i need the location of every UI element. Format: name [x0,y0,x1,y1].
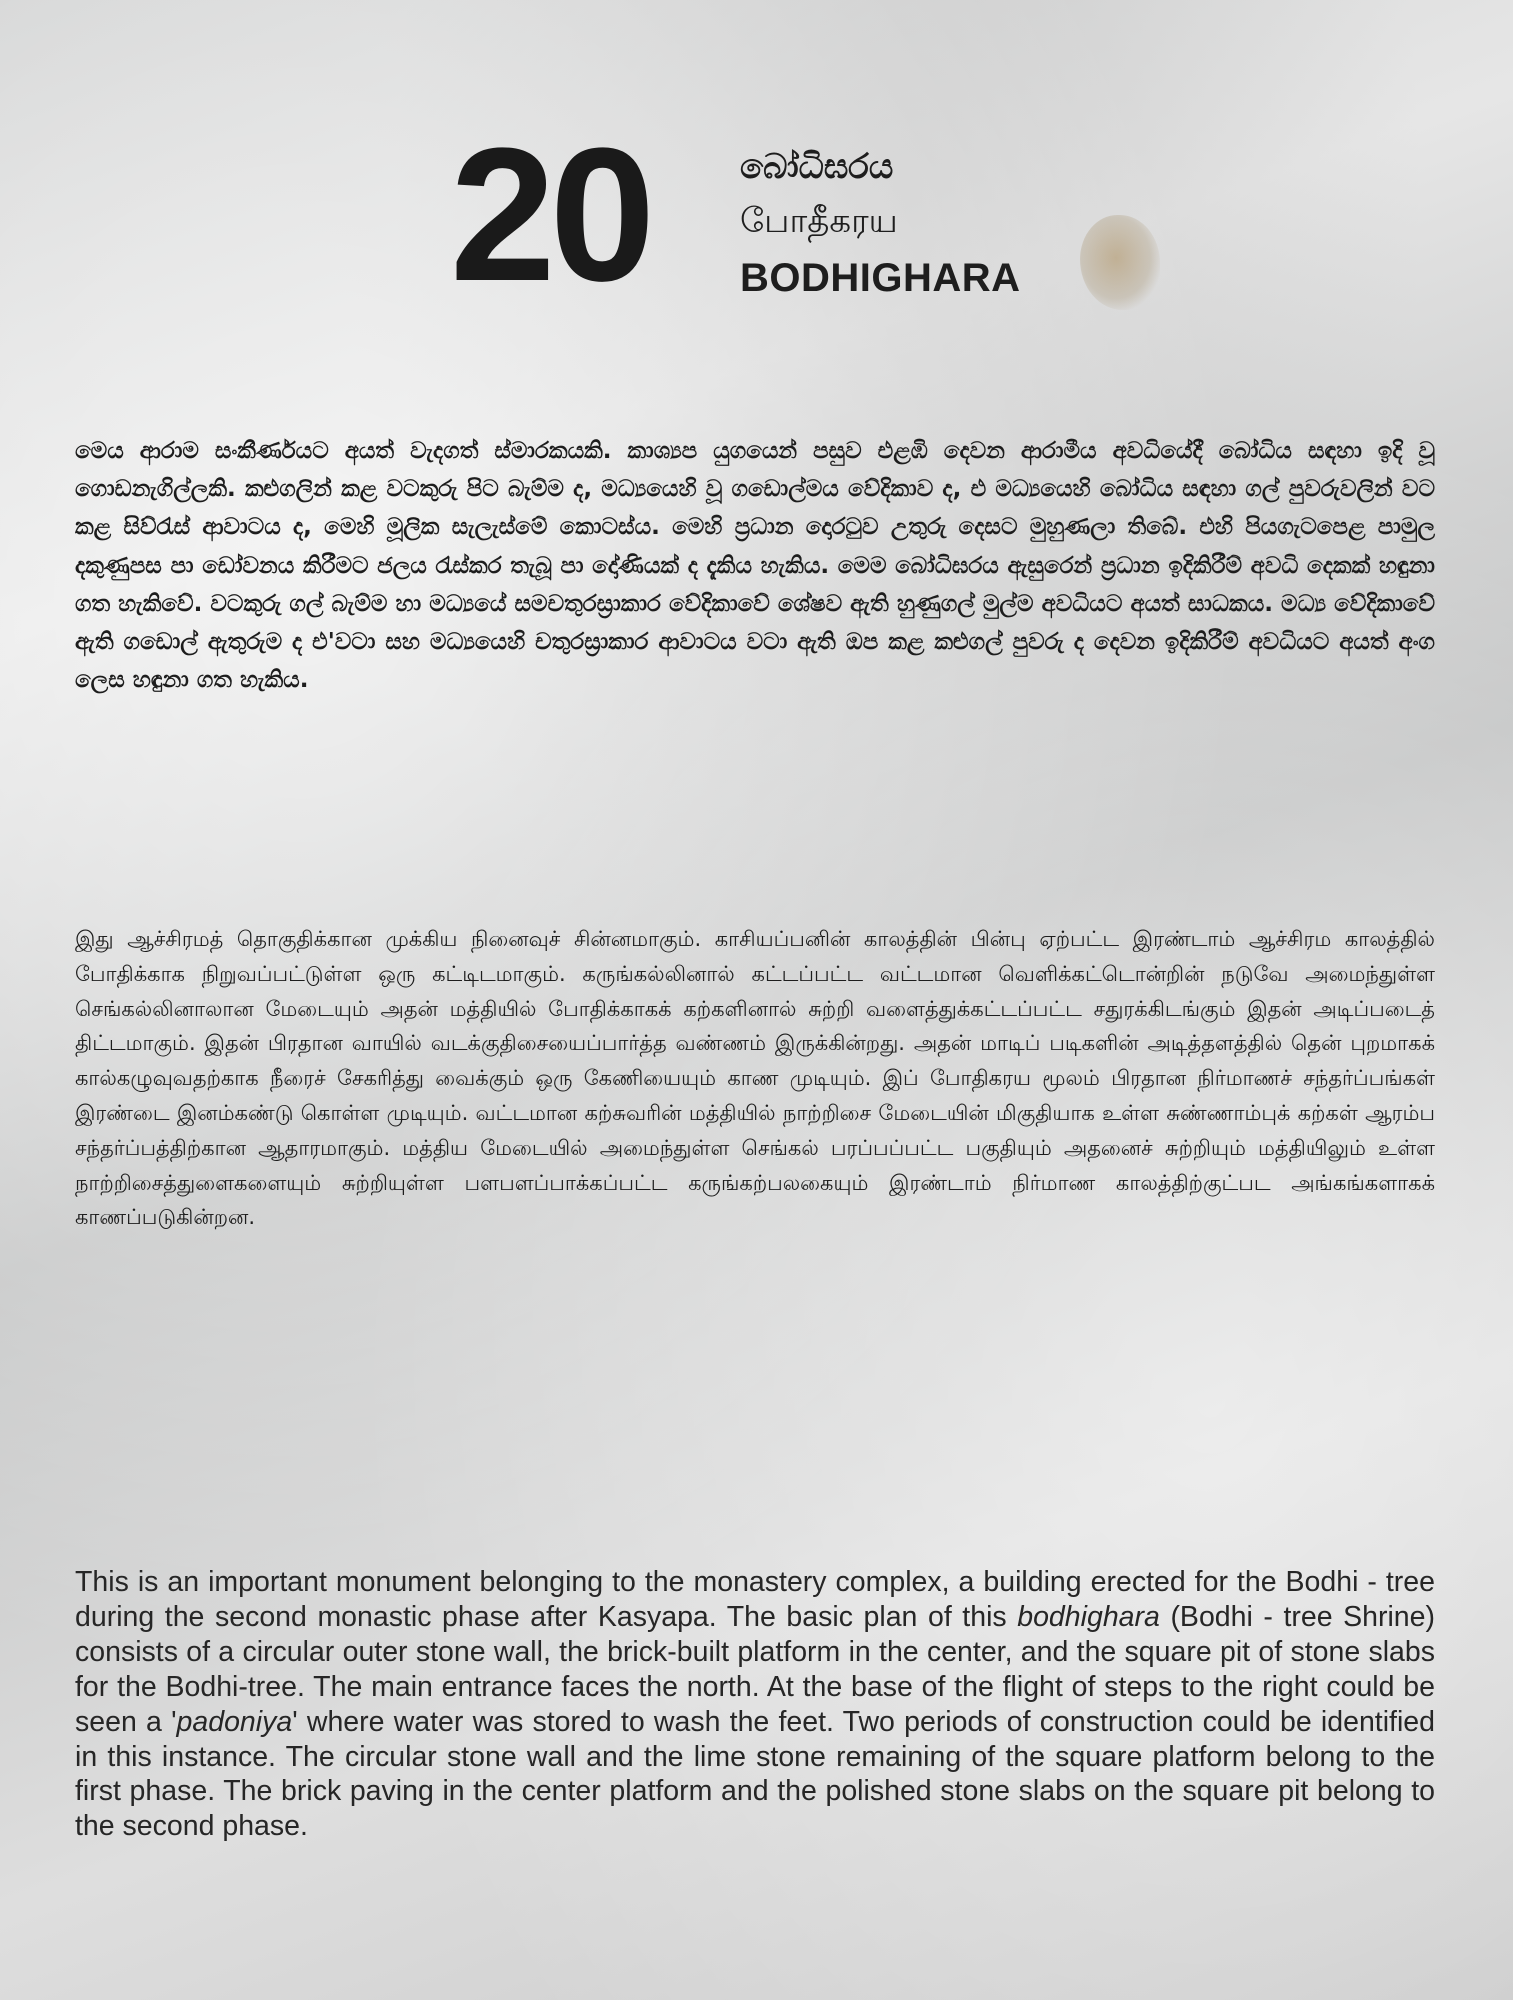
tamil-paragraph: இது ஆச்சிரமத் தொகுதிக்கான முக்கிய நினைவுச் சின்னமாகும். காசியப்பனின் காலத்தின் பின்பு ஏற்பட்ட இரண்டாம் ஆச்சிரம காலத்தில் போதிக்காக நிறுவப்பட்டுள்ள ஒரு கட்டிடமாகும். கருங்கல்லினால் கட்டப்பட்ட வட்டமான வெளிக்கட்டொன்றின் நடுவே அமைந்துள்ள செங்கல்லினாலான மேடையும் அதன் மத்தியில் போதிக்காகக் கற்களினால் சுற்றி வளைத்துக்கட்டப்பட்ட சதுரக்கிடங்கும் இதன் அடிப்படைத் திட்டமாகும். இதன் பிரதான வாயில் வடக்குதிசையைப்பார்த்த வண்ணம் இருக்கின்றது. அதன் மாடிப் படிகளின் அடித்தளத்தில் தென் புறமாகக் கால்கழுவுவதற்காக நீரைச் சேகரித்து வைக்கும் ஒரு கேணியையும் காண முடியும். இப் போதிகரய மூலம் பிரதான நிர்மாணச் சந்தர்ப்பங்கள் இரண்டை இனம்கண்டு கொள்ள முடியும். வட்டமான கற்சுவரின் மத்தியில் நாற்றிசை மேடையின் மிகுதியாக உள்ள சுண்ணாம்புக் கற்கள் ஆரம்ப சந்தர்ப்பத்திற்கான ஆதாரமாகும். மத்திய மேடையில் அமைந்துள்ள செங்கல் பரப்பப்பட்ட பகுதியும் அதனைச் சுற்றியும் மத்தியிலும் உள்ள நாற்றிசைத்துளைகளையும் சுற்றியுள்ள பளபளப்பாக்கப்பட்ட கருங்கற்பலகையும் இரண்டாம் நிர்மாண காலத்திற்குட்பட அங்கங்களாகக் காணப்படுகின்றன. [75,927,1435,1230]
english-text-part1: This is an important monument belonging to the monastery complex, a building erected for the Bodhi - tree during the second monastic phase after Kasyapa. The basic plan of this [75,1566,1435,1633]
title-tamil: போதீகரய [740,201,898,241]
plaque-header [450,109,1150,321]
title-sinhala: බෝධිඝරය [740,147,894,187]
plaque-titles [740,140,1021,308]
sinhala-paragraph: මෙය ආරාම සංකීර්ණයට අයත් වැදගත් ස්මාරකයකි. කාශ්‍යප යුගයෙන් පසුව එළඹි දෙවන ආරාමීය අවධියේදී බෝධිය සඳහා ඉදි වූ ගොඩනැගිල්ලකි. කළුගලින් කළ වටකුරු පිට බැම්ම ද, මධ්‍යයෙහි වූ ගඩොල්මය වේදිකාව ද, එ මධ්‍යයෙහි බෝධිය සඳහා ගල් පුවරුවලින් වට කළ සිව්රැස් ආවාටය ද, මෙහි මූලික සැලැස්මේ කොටස්ය. මෙහි ප්‍රධාන දොරටුව උතුරු දෙසට මුහුණලා තිබේ. එහි පියගැටපෙළ පාමුල දකුණුපස පා ඩෝවනය කිරීමට ජලය රැස්කර තැබූ පා දෝණියක් ද දැකිය හැකිය. මෙම බෝධිඝරය ඇසුරෙන් ප්‍රධාන ඉදිකිරීම් අවධි දෙකක් හඳුනා ගත හැකිවේ. වටකුරු ගල් බැම්ම හා මධ්‍යයේ සමචතුරස්‍රාකාර වේදිකාවේ ශේෂව ඇති හුණුගල් මුල්ම අවධියට අයත් සාධකය. මධ්‍ය වේදිකාවේ ඇති ගඩොල් ඇතුරුම ද එ'වටා සහ මධ්‍යයෙහි චතුරස්‍රාකාර ආවාටය වටා ඇති ඔප කළ කළුගල් පුවරු ද දෙවන ඉදිකිරීම් අවධියට අයත් අංග ලෙස හඳුනා ගත හැකිය. [75,438,1435,694]
title-english: BODHIGHARA [740,256,1021,300]
english-text-part2: (Bodhi - tree Shrine) consists of a circular outer stone wall, the brick-built platform in the center, and the square pit of stone slabs for the Bodhi-tree. The main entrance faces the north. At the base of the flight of steps to the right could be seen a ' [75,1600,1435,1738]
english-paragraph [75,1565,1435,1844]
plaque-number: 20 [450,109,650,321]
english-text-part3: ' where water was stored to wash the feet. Two periods of construction could be identified in this instance. The circular stone wall and the lime stone remaining of the square platform belong to the first phase. The brick paving in the center platform and the polished stone slabs on the square pit belong to the second phase. [75,1705,1436,1843]
term-bodhighara: bodhighara [1017,1600,1160,1633]
term-padoniya: padoniya [176,1705,293,1738]
